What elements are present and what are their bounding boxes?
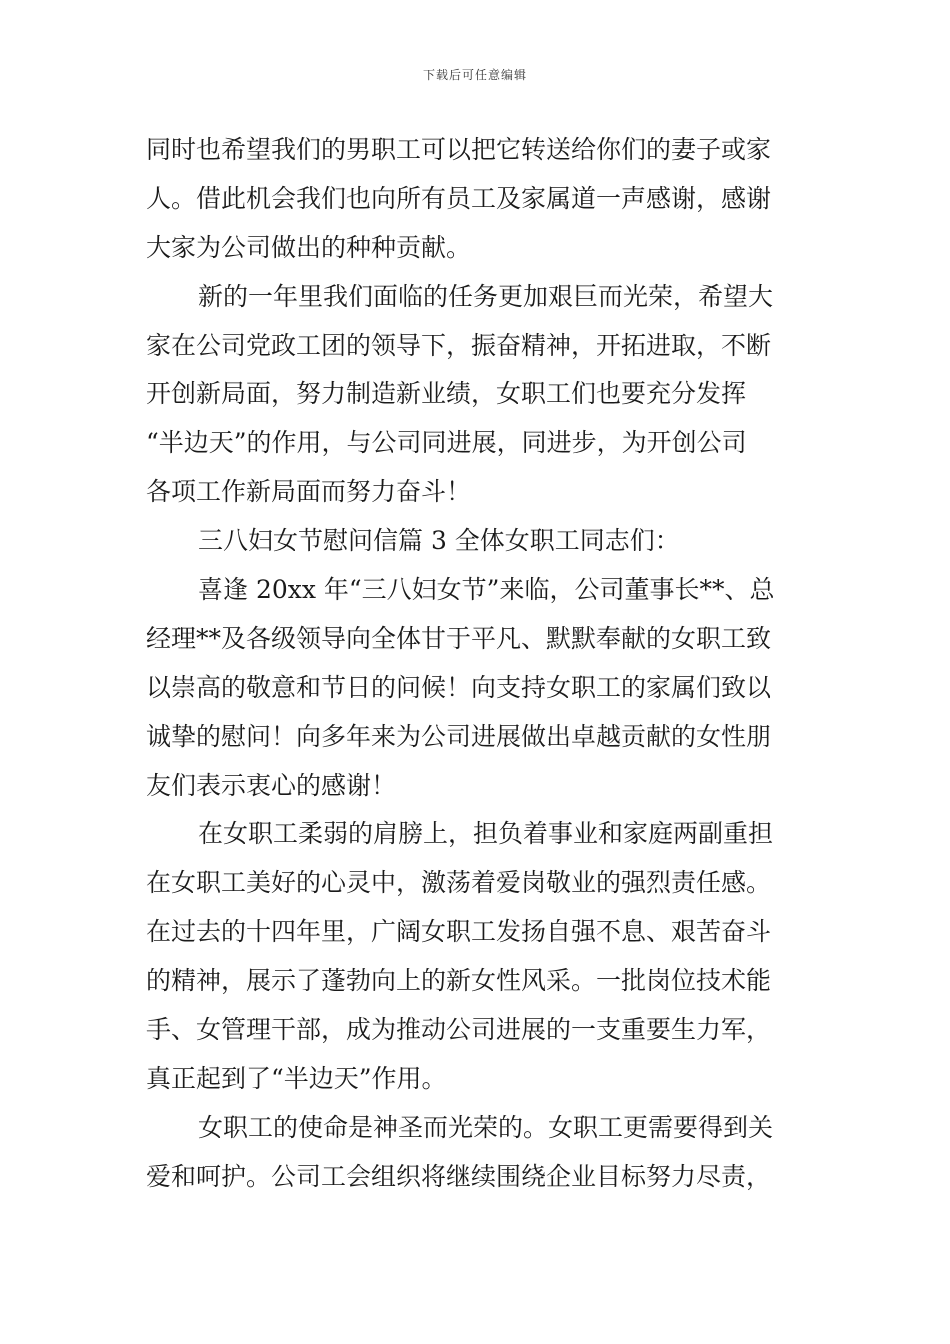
text-line: 各项工作新局面而努力奋斗！ <box>146 477 472 507</box>
text-line: 人。借此机会我们也向所有员工及家属道一声感谢，感谢 <box>146 183 772 213</box>
text-line: 的精神，展示了蓬勃向上的新女性风采。一批岗位技术能 <box>146 966 772 996</box>
text-line: 同时也希望我们的男职工可以把它转送给你们的妻子或家 <box>146 135 772 164</box>
text-line: 诚挚的慰问！向多年来为公司进展做出卓越贡献的女性朋 <box>146 721 772 751</box>
text-line: 开创新局面，努力制造新业绩，女职工们也要充分发挥 <box>146 379 747 409</box>
text-line: 在女职工柔弱的肩膀上，担负着事业和家庭两副重担 <box>198 819 774 849</box>
text-line: 在女职工美好的心灵中，激荡着爱岗敬业的强烈责任感。 <box>146 868 772 898</box>
text-line: 家在公司党政工团的领导下，振奋精神，开拓进取，不断 <box>146 330 772 360</box>
text-line: “半边天”的作用，与公司同进展，同进步，为开创公司 <box>146 428 747 458</box>
page-header-note: 下载后可任意编辑 <box>422 68 527 82</box>
text-line: 手、女管理干部，成为推动公司进展的一支重要生力军， <box>146 1015 772 1045</box>
text-line: 真正起到了“半边天”作用。 <box>146 1063 447 1093</box>
text-line: 友们表示衷心的感谢！ <box>146 770 397 800</box>
text-line: 在过去的十四年里，广阔女职工发扬自强不息、艰苦奋斗 <box>146 917 772 947</box>
text-line: 喜逢 20xx 年“三八妇女节”来临，公司董事长**、总 <box>198 575 775 605</box>
text-line: 爱和呵护。公司工会组织将继续围绕企业目标努力尽责， <box>146 1161 772 1191</box>
text-line: 以崇高的敬意和节日的问候！向支持女职工的家属们致以 <box>146 672 772 702</box>
text-line: 女职工的使命是神圣而光荣的。女职工更需要得到关 <box>198 1112 774 1142</box>
text-line: 经理**及各级领导向全体甘于平凡、默默奉献的女职工致 <box>146 623 772 653</box>
text-line: 三八妇女节慰问信篇 3 全体女职工同志们： <box>198 526 680 556</box>
document-body <box>146 126 808 1202</box>
text-line: 大家为公司做出的种种贡献。 <box>146 232 472 262</box>
text-line: 新的一年里我们面临的任务更加艰巨而光荣，希望大 <box>198 281 774 311</box>
